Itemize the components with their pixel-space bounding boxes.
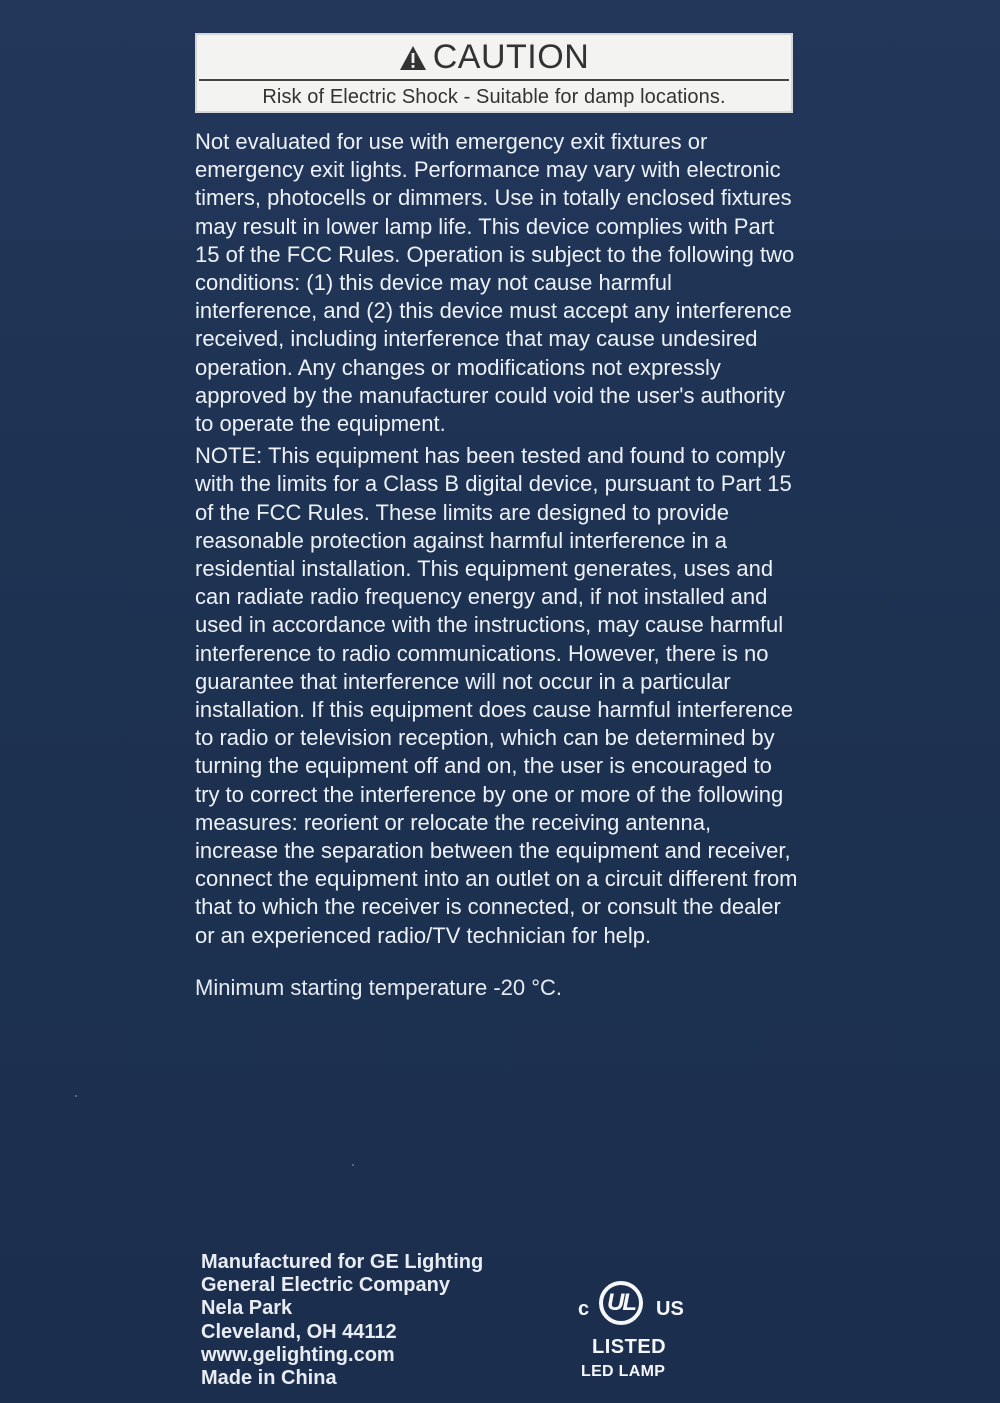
warning-triangle-icon: [399, 44, 427, 72]
ul-product-text: LED LAMP: [581, 1363, 666, 1380]
fcc-note-paragraph: NOTE: This equipment has been tested and found to comply with the limits for a Class B digital device, pursuant to Part 15 of the FCC Rules. These limits are designed to provide reasonable protection against harmful interference in a residential installation. This equipment generates, uses and can radiate radio frequency energy and, if not installed and used in accordance with the instructions, may cause harmful interference to radio communications. However, there is no guarantee that interference will not occur in a particular installation. If this equipment does cause harmful interference to radio or television reception, which can be determined by turning the equipment off and on, the user is encouraged to try to correct the interference by one or more of the following measures: reorient or relocate the receiving antenna, increase the separation between the equipment and receiver, connect the equipment into an outlet on a circuit different from that to which the receiver is connected, or consult the dealer or an experienced radio/TV technician for help.: [195, 443, 798, 948]
manufacturer-address: [201, 1251, 531, 1390]
address-line: Cleveland, OH 44112: [201, 1320, 397, 1343]
address-line: Manufactured for GE Lighting: [201, 1251, 484, 1273]
address-line: General Electric Company: [201, 1274, 450, 1297]
caution-header: [199, 35, 789, 81]
caution-label: [195, 33, 793, 113]
regulatory-text: [195, 128, 800, 1002]
address-line: Nela Park: [201, 1297, 293, 1320]
caution-title: CAUTION: [432, 37, 590, 76]
surface-speck: [75, 1095, 77, 1097]
caution-subtitle: Risk of Electric Shock - Suitable for damp locations.: [262, 86, 726, 108]
ul-listed-mark-icon: [574, 1278, 689, 1388]
ul-circle: [599, 1281, 643, 1325]
address-line: www.gelighting.com: [201, 1343, 395, 1366]
fcc-compliance-paragraph: Not evaluated for use with emergency exit fixtures or emergency exit lights. Performance may vary with electronic timers, photocells or dimmers. Use in totally enclosed fixtures may result in lower lamp life. This device complies with Part 15 of the FCC Rules. Operation is subject to the following two conditions: (1) this device may not cause harmful interference, and (2) this device must accept any interference received, including interference that may cause undesired operation. Any changes or modifications not expressly approved by the manufacturer could void the user's authority to operate the equipment.: [195, 129, 795, 437]
ul-prefix: c: [578, 1298, 590, 1320]
surface-speck: [720, 511, 722, 513]
ul-suffix: US: [656, 1298, 684, 1320]
surface-speck: [352, 1164, 354, 1166]
address-line: Made in China: [201, 1367, 337, 1390]
ul-listed-text: LISTED: [592, 1336, 667, 1358]
ul-mark-text: UL: [607, 1289, 635, 1316]
temperature-note: Minimum starting temperature -20 °C.: [195, 974, 563, 1000]
